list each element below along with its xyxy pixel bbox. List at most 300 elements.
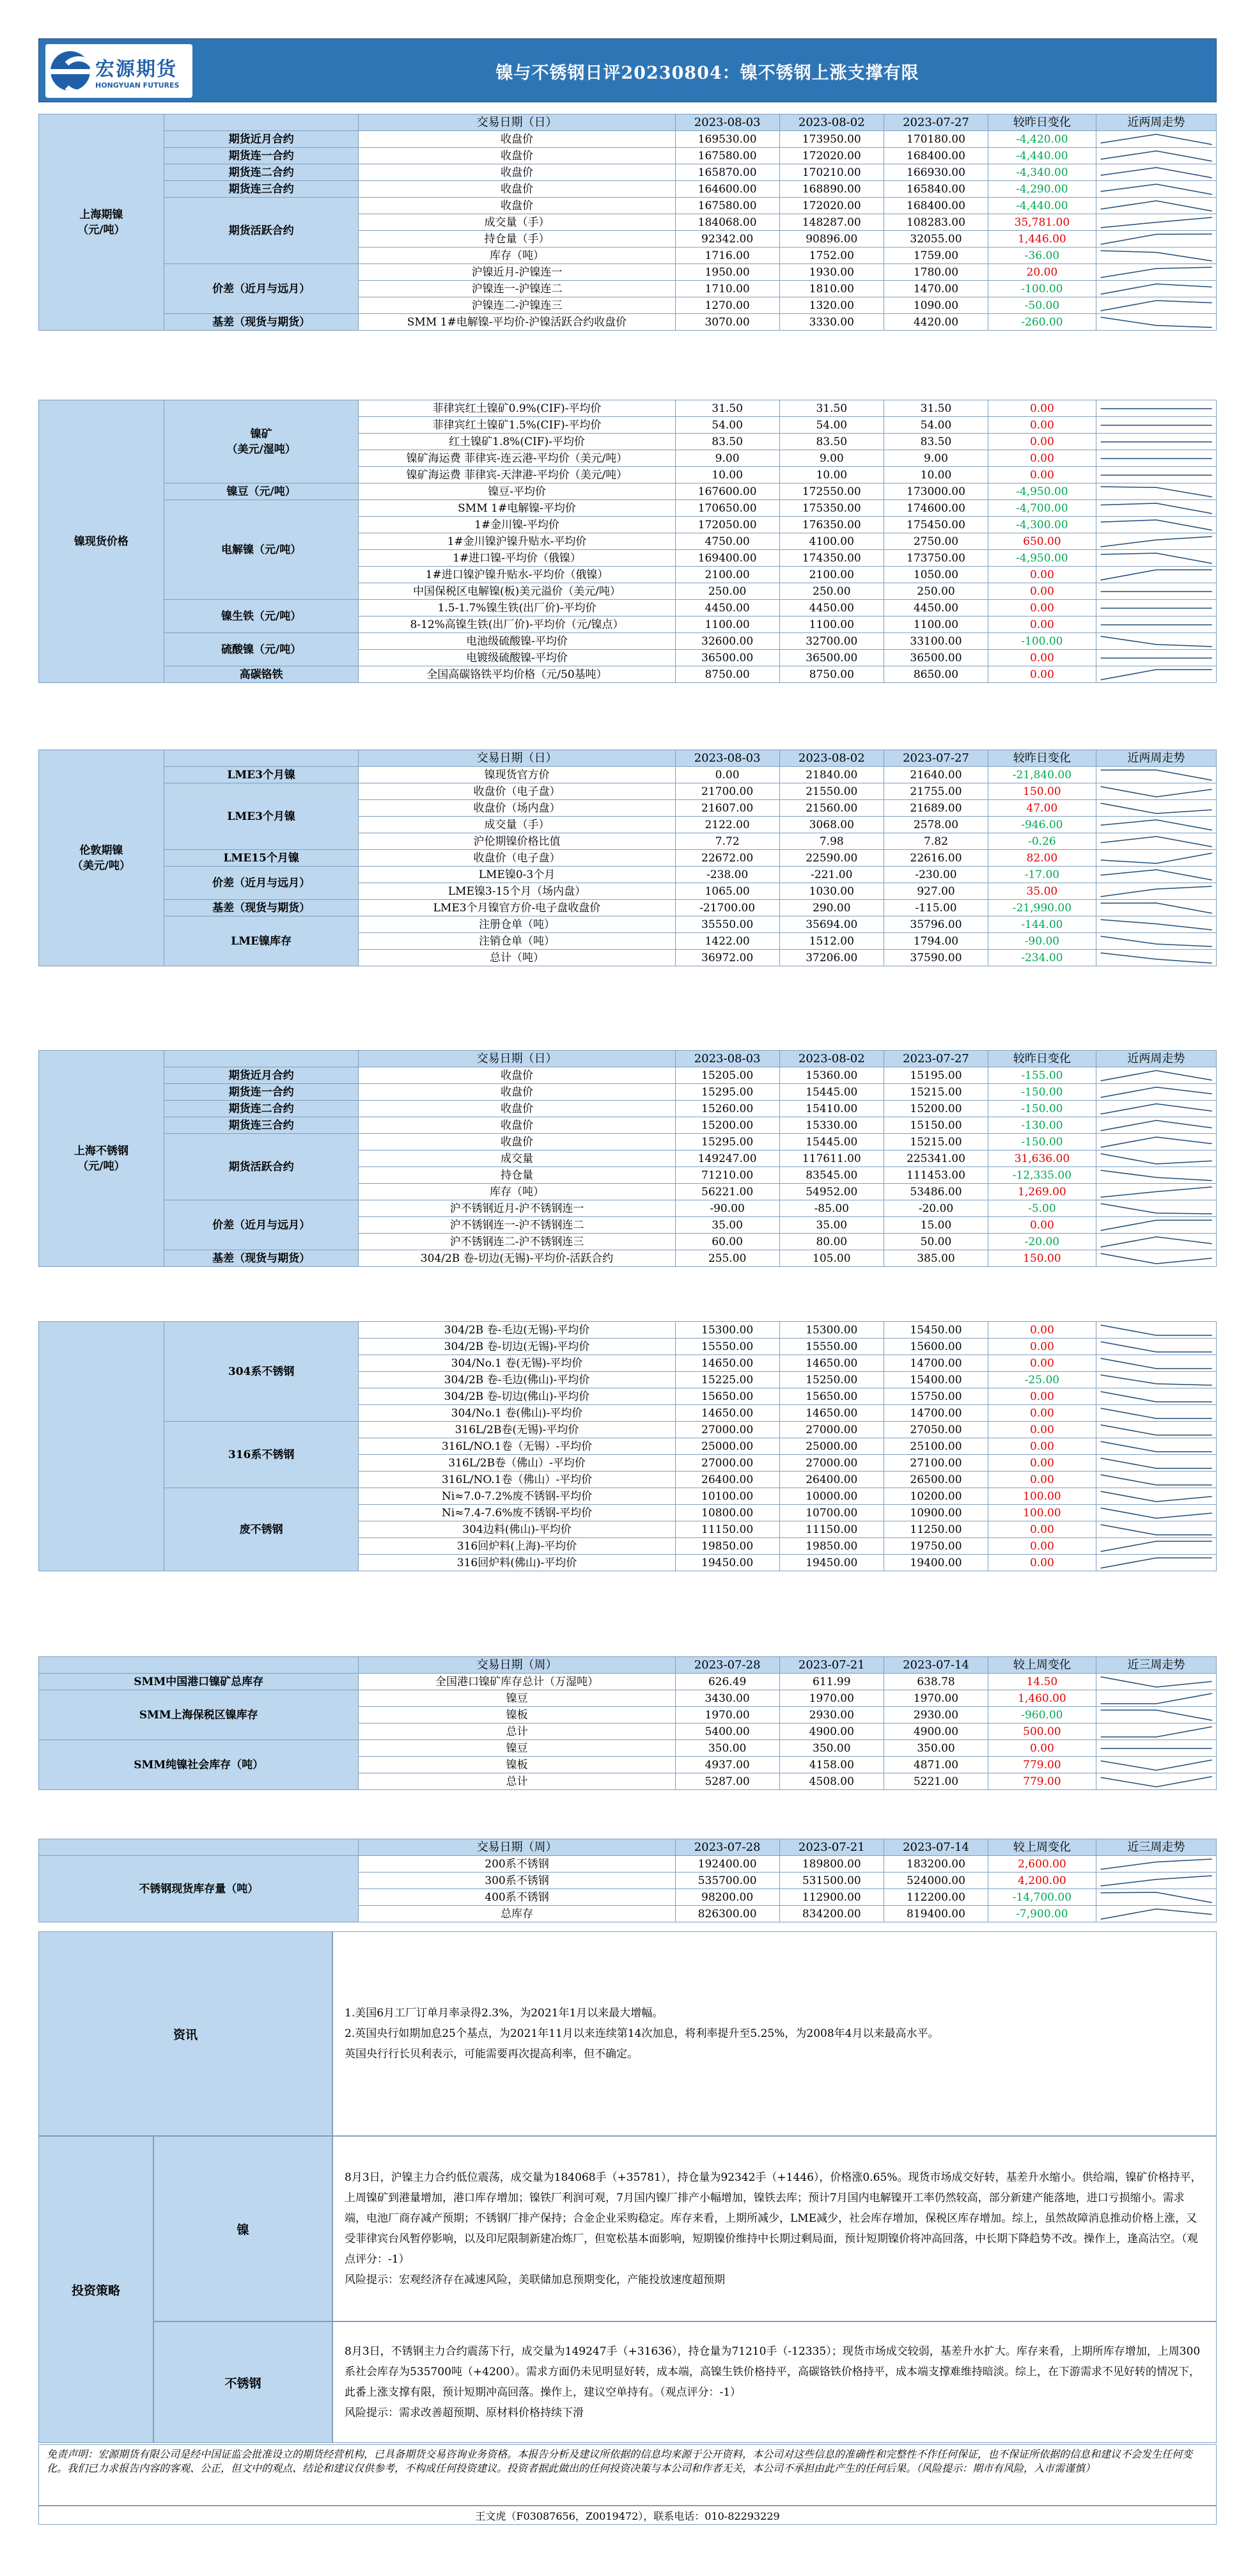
change-value: -7,900.00 xyxy=(988,1906,1096,1922)
group-label: 镍矿 （美元/湿吨） xyxy=(164,400,359,483)
table-row xyxy=(39,314,1217,331)
value-cell: 54.00 xyxy=(675,417,779,434)
table-row xyxy=(39,1134,1217,1151)
value-cell: 638.78 xyxy=(884,1674,988,1690)
value-cell: 112900.00 xyxy=(779,1889,884,1906)
value-cell: 4937.00 xyxy=(675,1757,779,1773)
sparkline-cell xyxy=(1096,850,1216,867)
table-row xyxy=(39,1690,1217,1707)
group-label: 期货活跃合约 xyxy=(164,1134,359,1200)
value-cell: 14650.00 xyxy=(675,1355,779,1372)
sparkline-cell xyxy=(1096,533,1216,550)
value-cell: 290.00 xyxy=(779,900,884,916)
value-cell: 250.00 xyxy=(884,583,988,600)
column-header: 交易日期（周） xyxy=(359,1839,675,1856)
sparkline xyxy=(1098,851,1215,865)
group-label: 期货连一合约 xyxy=(164,148,359,164)
value-cell: 117611.00 xyxy=(779,1151,884,1167)
value-cell: 169400.00 xyxy=(675,550,779,567)
value-cell: 2100.00 xyxy=(675,567,779,583)
change-value: -50.00 xyxy=(988,297,1096,314)
sparkline xyxy=(1098,568,1215,582)
change-value: 779.00 xyxy=(988,1757,1096,1773)
indicator-name: 成交量（手） xyxy=(359,817,675,833)
sparkline xyxy=(1098,585,1215,599)
sparkline xyxy=(1098,551,1215,565)
value-cell: 172020.00 xyxy=(779,148,884,164)
value-cell: -20.00 xyxy=(884,1200,988,1217)
value-cell: 4450.00 xyxy=(884,600,988,617)
indicator-name: SMM 1#电解镍-平均价 xyxy=(359,500,675,517)
sparkline xyxy=(1098,1152,1215,1166)
indicator-name: 沪镍连二-沪镍连三 xyxy=(359,297,675,314)
table-row xyxy=(39,1084,1217,1101)
sparkline xyxy=(1098,1252,1215,1266)
column-header: 2023-07-14 xyxy=(884,1839,988,1856)
table-nickel-stock xyxy=(38,1656,1217,1790)
value-cell: 149247.00 xyxy=(675,1151,779,1167)
value-cell: 169530.00 xyxy=(675,131,779,148)
sparkline-cell xyxy=(1096,131,1216,148)
change-value: -0.26 xyxy=(988,833,1096,850)
sparkline-cell xyxy=(1096,214,1216,231)
sparkline-cell xyxy=(1096,550,1216,567)
value-cell: 1050.00 xyxy=(884,567,988,583)
value-cell: 15600.00 xyxy=(884,1339,988,1355)
sparkline xyxy=(1098,901,1215,915)
value-cell: 250.00 xyxy=(779,583,884,600)
indicator-name: 电池级硫酸镍-平均价 xyxy=(359,633,675,650)
value-cell: 19450.00 xyxy=(675,1555,779,1571)
value-cell: 22616.00 xyxy=(884,850,988,867)
table-row xyxy=(39,783,1217,800)
change-value: 0.00 xyxy=(988,1388,1096,1405)
value-cell: 4900.00 xyxy=(779,1724,884,1740)
value-cell: 83.50 xyxy=(884,434,988,450)
group-label: LME3个月镍 xyxy=(164,783,359,850)
change-value: 1,446.00 xyxy=(988,231,1096,247)
sparkline xyxy=(1098,452,1215,466)
value-cell: 36500.00 xyxy=(779,650,884,666)
sparkline xyxy=(1098,1340,1215,1354)
indicator-name: 全国高碳铬铁平均价格（元/50基吨） xyxy=(359,666,675,683)
value-cell: 15300.00 xyxy=(779,1322,884,1339)
sparkline-cell xyxy=(1096,417,1216,434)
column-header: 2023-08-03 xyxy=(675,750,779,767)
sparkline-cell xyxy=(1096,181,1216,198)
group-label: 硫酸镍（元/吨） xyxy=(164,633,359,666)
indicator-name: 收盘价 xyxy=(359,1134,675,1151)
value-cell: 1794.00 xyxy=(884,933,988,950)
value-cell: 2578.00 xyxy=(884,817,988,833)
indicator-name: 镍现货官方价 xyxy=(359,767,675,783)
indicator-name: 沪不锈钢连二-沪不锈钢连三 xyxy=(359,1234,675,1250)
change-value: 82.00 xyxy=(988,850,1096,867)
indicator-name: 镍矿海运费 菲律宾-连云港-平均价（美元/吨） xyxy=(359,450,675,467)
group-label: SMM上海保税区镍库存 xyxy=(39,1690,359,1740)
value-cell: 25000.00 xyxy=(675,1438,779,1455)
column-header: 2023-08-03 xyxy=(675,114,779,131)
sparkline xyxy=(1098,1185,1215,1199)
indicator-name: 总计（吨） xyxy=(359,950,675,966)
sparkline-cell xyxy=(1096,1117,1216,1134)
header-blank xyxy=(39,1839,359,1856)
commentary-block xyxy=(38,1931,1217,2443)
table-row xyxy=(39,400,1217,417)
sparkline-cell xyxy=(1096,467,1216,483)
sparkline-cell xyxy=(1096,1873,1216,1889)
sparkline-cell xyxy=(1096,1438,1216,1455)
value-cell: 10800.00 xyxy=(675,1505,779,1521)
sparkline-cell xyxy=(1096,517,1216,533)
sparkline xyxy=(1098,918,1215,932)
indicator-name: 收盘价 xyxy=(359,1084,675,1101)
value-cell: 10900.00 xyxy=(884,1505,988,1521)
news-content xyxy=(332,1931,1217,2136)
column-header: 交易日期（周） xyxy=(359,1657,675,1674)
column-header: 近两周走势 xyxy=(1096,114,1216,131)
sparkline xyxy=(1098,435,1215,449)
column-header: 2023-08-03 xyxy=(675,1051,779,1067)
sparkline xyxy=(1098,199,1215,213)
value-cell: 31.50 xyxy=(884,400,988,417)
indicator-name: 电镀级硫酸镍-平均价 xyxy=(359,650,675,666)
table-row xyxy=(39,1322,1217,1339)
sparkline xyxy=(1098,1907,1215,1921)
change-value: -4,950.00 xyxy=(988,483,1096,500)
sparkline-cell xyxy=(1096,1538,1216,1555)
change-value: 35.00 xyxy=(988,883,1096,900)
sparkline-cell xyxy=(1096,800,1216,817)
value-cell: 170650.00 xyxy=(675,500,779,517)
sparkline xyxy=(1098,1857,1215,1871)
sparkline xyxy=(1098,801,1215,815)
value-cell: 27000.00 xyxy=(779,1422,884,1438)
value-cell: 626.49 xyxy=(675,1674,779,1690)
sparkline xyxy=(1098,1874,1215,1888)
sparkline-cell xyxy=(1096,314,1216,331)
value-cell: 14650.00 xyxy=(779,1405,884,1422)
value-cell: 15215.00 xyxy=(884,1134,988,1151)
sparkline xyxy=(1098,1775,1215,1789)
indicator-name: 菲律宾红土镍矿0.9%(CIF)-平均价 xyxy=(359,400,675,417)
value-cell: 168400.00 xyxy=(884,148,988,164)
value-cell: 1950.00 xyxy=(675,264,779,281)
value-cell: 15445.00 xyxy=(779,1084,884,1101)
sparkline-cell xyxy=(1096,900,1216,916)
indicator-name: 镍矿海运费 菲律宾-天津港-平均价（美元/吨） xyxy=(359,467,675,483)
value-cell: 1970.00 xyxy=(675,1707,779,1724)
indicator-name: Ni≈7.0-7.2%废不锈钢-平均价 xyxy=(359,1488,675,1505)
value-cell: 35796.00 xyxy=(884,916,988,933)
indicator-name: 收盘价 xyxy=(359,164,675,181)
value-cell: 192400.00 xyxy=(675,1856,779,1873)
value-cell: 108283.00 xyxy=(884,214,988,231)
sparkline xyxy=(1098,402,1215,416)
value-cell: -221.00 xyxy=(779,867,884,883)
logo-mark-icon xyxy=(51,51,90,91)
value-cell: 183200.00 xyxy=(884,1856,988,1873)
value-cell: 35.00 xyxy=(779,1217,884,1234)
group-label: 期货连三合约 xyxy=(164,1117,359,1134)
change-value: -4,340.00 xyxy=(988,164,1096,181)
table-row xyxy=(39,1200,1217,1217)
sparkline-cell xyxy=(1096,567,1216,583)
logo-en: HONGYUAN FUTURES xyxy=(95,81,180,90)
value-cell: 175350.00 xyxy=(779,500,884,517)
sparkline xyxy=(1098,182,1215,196)
value-cell: 21700.00 xyxy=(675,783,779,800)
value-cell: 15260.00 xyxy=(675,1101,779,1117)
value-cell: 14700.00 xyxy=(884,1405,988,1422)
strategy-nickel-label: 镍 xyxy=(153,2136,332,2321)
sparkline xyxy=(1098,1890,1215,1905)
group-label: 价差（近月与远月） xyxy=(164,867,359,900)
value-cell: 172050.00 xyxy=(675,517,779,533)
indicator-name: 镍豆 xyxy=(359,1690,675,1707)
sparkline xyxy=(1098,232,1215,246)
sparkline xyxy=(1098,934,1215,948)
sparkline xyxy=(1098,1102,1215,1116)
column-header: 交易日期（日） xyxy=(359,1051,675,1067)
indicator-name: 沪不锈钢近月-沪不锈钢连一 xyxy=(359,1200,675,1217)
column-header: 较上周变化 xyxy=(988,1839,1096,1856)
column-header: 2023-08-02 xyxy=(779,114,884,131)
sparkline xyxy=(1098,1202,1215,1216)
table-row xyxy=(39,1250,1217,1267)
value-cell: 4750.00 xyxy=(675,533,779,550)
value-cell: 32700.00 xyxy=(779,633,884,650)
sparkline xyxy=(1098,1135,1215,1149)
indicator-name: 316L/2B卷(无锡)-平均价 xyxy=(359,1422,675,1438)
value-cell: 15550.00 xyxy=(779,1339,884,1355)
value-cell: 26400.00 xyxy=(779,1472,884,1488)
sparkline-cell xyxy=(1096,1906,1216,1922)
group-label: 基差（现货与期货） xyxy=(164,900,359,916)
value-cell: 173000.00 xyxy=(884,483,988,500)
value-cell: 35.00 xyxy=(675,1217,779,1234)
indicator-name: 316L/NO.1卷（佛山）-平均价 xyxy=(359,1472,675,1488)
value-cell: 5221.00 xyxy=(884,1773,988,1790)
sparkline-cell xyxy=(1096,1740,1216,1757)
indicator-name: 镍豆 xyxy=(359,1740,675,1757)
sparkline xyxy=(1098,618,1215,632)
value-cell: 15295.00 xyxy=(675,1084,779,1101)
indicator-name: 收盘价（电子盘） xyxy=(359,850,675,867)
column-header: 近两周走势 xyxy=(1096,750,1216,767)
column-header: 较昨日变化 xyxy=(988,114,1096,131)
logo-cn: 宏源期货 xyxy=(95,58,177,81)
indicator-name: 1#进口镍-平均价（俄镍） xyxy=(359,550,675,567)
value-cell: 11150.00 xyxy=(675,1521,779,1538)
sparkline xyxy=(1098,1741,1215,1755)
indicator-name: 316L/NO.1卷（无锡）-平均价 xyxy=(359,1438,675,1455)
indicator-name: 全国港口镍矿库存总计（万湿吨） xyxy=(359,1674,675,1690)
column-header: 交易日期（日） xyxy=(359,750,675,767)
indicator-name: 持仓量 xyxy=(359,1167,675,1184)
table-row xyxy=(39,1422,1217,1438)
sparkline-cell xyxy=(1096,400,1216,417)
sparkline xyxy=(1098,265,1215,279)
group-label: 期货近月合约 xyxy=(164,131,359,148)
sparkline-cell xyxy=(1096,1134,1216,1151)
change-value: 100.00 xyxy=(988,1505,1096,1521)
indicator-name: 成交量 xyxy=(359,1151,675,1167)
table-row xyxy=(39,181,1217,198)
sparkline xyxy=(1098,668,1215,682)
column-header: 近两周走势 xyxy=(1096,1051,1216,1067)
value-cell: 83545.00 xyxy=(779,1167,884,1184)
indicator-name: 304/No.1 卷(佛山)-平均价 xyxy=(359,1405,675,1422)
sparkline-cell xyxy=(1096,1521,1216,1538)
group-label: SMM中国港口镍矿总库存 xyxy=(39,1674,359,1690)
table-row xyxy=(39,916,1217,933)
change-value: -4,440.00 xyxy=(988,198,1096,214)
sparkline-cell xyxy=(1096,633,1216,650)
column-header: 2023-07-21 xyxy=(779,1657,884,1674)
value-cell: 15295.00 xyxy=(675,1134,779,1151)
value-cell: 148287.00 xyxy=(779,214,884,231)
change-value: 0.00 xyxy=(988,1438,1096,1455)
sparkline-cell xyxy=(1096,1856,1216,1873)
value-cell: 15410.00 xyxy=(779,1101,884,1117)
value-cell: 26500.00 xyxy=(884,1472,988,1488)
table-sh-nickel xyxy=(38,114,1217,331)
sparkline xyxy=(1098,1119,1215,1133)
table-row xyxy=(39,1101,1217,1117)
sparkline-cell xyxy=(1096,1488,1216,1505)
change-value: 0.00 xyxy=(988,1740,1096,1757)
change-value: -21,840.00 xyxy=(988,767,1096,783)
group-label: SMM纯镍社会库存（吨） xyxy=(39,1740,359,1790)
sparkline-cell xyxy=(1096,1101,1216,1117)
change-value: -4,950.00 xyxy=(988,550,1096,567)
value-cell: 1270.00 xyxy=(675,297,779,314)
change-value: -4,700.00 xyxy=(988,500,1096,517)
indicator-name: 304/2B 卷-切边(佛山)-平均价 xyxy=(359,1388,675,1405)
table-row xyxy=(39,148,1217,164)
sparkline xyxy=(1098,1218,1215,1232)
group-label: 期货连一合约 xyxy=(164,1084,359,1101)
value-cell: 1970.00 xyxy=(779,1690,884,1707)
sparkline-cell xyxy=(1096,1167,1216,1184)
value-cell: 164600.00 xyxy=(675,181,779,198)
indicator-name: 总计 xyxy=(359,1773,675,1790)
column-header: 较上周变化 xyxy=(988,1657,1096,1674)
value-cell: 36500.00 xyxy=(675,650,779,666)
sparkline-cell xyxy=(1096,1184,1216,1200)
value-cell: 8750.00 xyxy=(779,666,884,683)
value-cell: 54.00 xyxy=(779,417,884,434)
value-cell: 1759.00 xyxy=(884,247,988,264)
column-header: 2023-08-02 xyxy=(779,1051,884,1067)
change-value: 14.50 xyxy=(988,1674,1096,1690)
value-cell: 21840.00 xyxy=(779,767,884,783)
value-cell: 33100.00 xyxy=(884,633,988,650)
table-sh-ss xyxy=(38,1050,1217,1267)
table-row xyxy=(39,850,1217,867)
sparkline-cell xyxy=(1096,867,1216,883)
table-ss-spot xyxy=(38,1321,1217,1571)
group-label: 期货近月合约 xyxy=(164,1067,359,1084)
group-label: 镍生铁（元/吨） xyxy=(164,600,359,633)
section-label: 镍现货价格 xyxy=(39,400,164,683)
group-label: LME镍库存 xyxy=(164,916,359,966)
value-cell: 37206.00 xyxy=(779,950,884,966)
change-value: 500.00 xyxy=(988,1724,1096,1740)
change-value: -20.00 xyxy=(988,1234,1096,1250)
value-cell: 173750.00 xyxy=(884,550,988,567)
value-cell: 14700.00 xyxy=(884,1355,988,1372)
indicator-name: 镍豆-平均价 xyxy=(359,483,675,500)
value-cell: 105.00 xyxy=(779,1250,884,1267)
change-value: 1,460.00 xyxy=(988,1690,1096,1707)
indicator-name: 316L/2B卷（佛山）-平均价 xyxy=(359,1455,675,1472)
change-value: 0.00 xyxy=(988,400,1096,417)
group-label: 镍豆（元/吨） xyxy=(164,483,359,500)
indicator-name: 收盘价 xyxy=(359,1067,675,1084)
value-cell: 27100.00 xyxy=(884,1455,988,1472)
value-cell: 170180.00 xyxy=(884,131,988,148)
column-header: 2023-07-28 xyxy=(675,1657,779,1674)
sparkline-cell xyxy=(1096,247,1216,264)
sparkline-cell xyxy=(1096,933,1216,950)
sparkline-cell xyxy=(1096,916,1216,933)
table-row xyxy=(39,666,1217,683)
value-cell: 19850.00 xyxy=(675,1538,779,1555)
value-cell: 1320.00 xyxy=(779,297,884,314)
value-cell: 15200.00 xyxy=(675,1117,779,1134)
sparkline-cell xyxy=(1096,950,1216,966)
change-value: 100.00 xyxy=(988,1488,1096,1505)
value-cell: 184068.00 xyxy=(675,214,779,231)
value-cell: 21755.00 xyxy=(884,783,988,800)
change-value: 0.00 xyxy=(988,1355,1096,1372)
sparkline xyxy=(1098,1406,1215,1420)
sparkline-cell xyxy=(1096,1217,1216,1234)
value-cell: 4450.00 xyxy=(779,600,884,617)
indicator-name: 400系不锈钢 xyxy=(359,1889,675,1906)
indicator-name: LME3个月镍官方价-电子盘收盘价 xyxy=(359,900,675,916)
change-value: -90.00 xyxy=(988,933,1096,950)
value-cell: 834200.00 xyxy=(779,1906,884,1922)
value-cell: 3430.00 xyxy=(675,1690,779,1707)
table-row xyxy=(39,1856,1217,1873)
value-cell: 35550.00 xyxy=(675,916,779,933)
group-label: LME3个月镍 xyxy=(164,767,359,783)
value-cell: 15450.00 xyxy=(884,1322,988,1339)
sparkline-cell xyxy=(1096,198,1216,214)
change-value: 0.00 xyxy=(988,1422,1096,1438)
sparkline-cell xyxy=(1096,1690,1216,1707)
value-cell: 7.82 xyxy=(884,833,988,850)
table-header-row xyxy=(39,1657,1217,1674)
value-cell: 1810.00 xyxy=(779,281,884,297)
value-cell: 21640.00 xyxy=(884,767,988,783)
change-value: 779.00 xyxy=(988,1773,1096,1790)
sparkline xyxy=(1098,1692,1215,1706)
value-cell: 4420.00 xyxy=(884,314,988,331)
value-cell: 255.00 xyxy=(675,1250,779,1267)
indicator-name: 200系不锈钢 xyxy=(359,1856,675,1873)
sparkline-cell xyxy=(1096,1067,1216,1084)
change-value: -150.00 xyxy=(988,1134,1096,1151)
indicator-name: 镍板 xyxy=(359,1707,675,1724)
value-cell: 15300.00 xyxy=(675,1322,779,1339)
sparkline xyxy=(1098,1423,1215,1437)
value-cell: 83.50 xyxy=(675,434,779,450)
change-value: 650.00 xyxy=(988,533,1096,550)
